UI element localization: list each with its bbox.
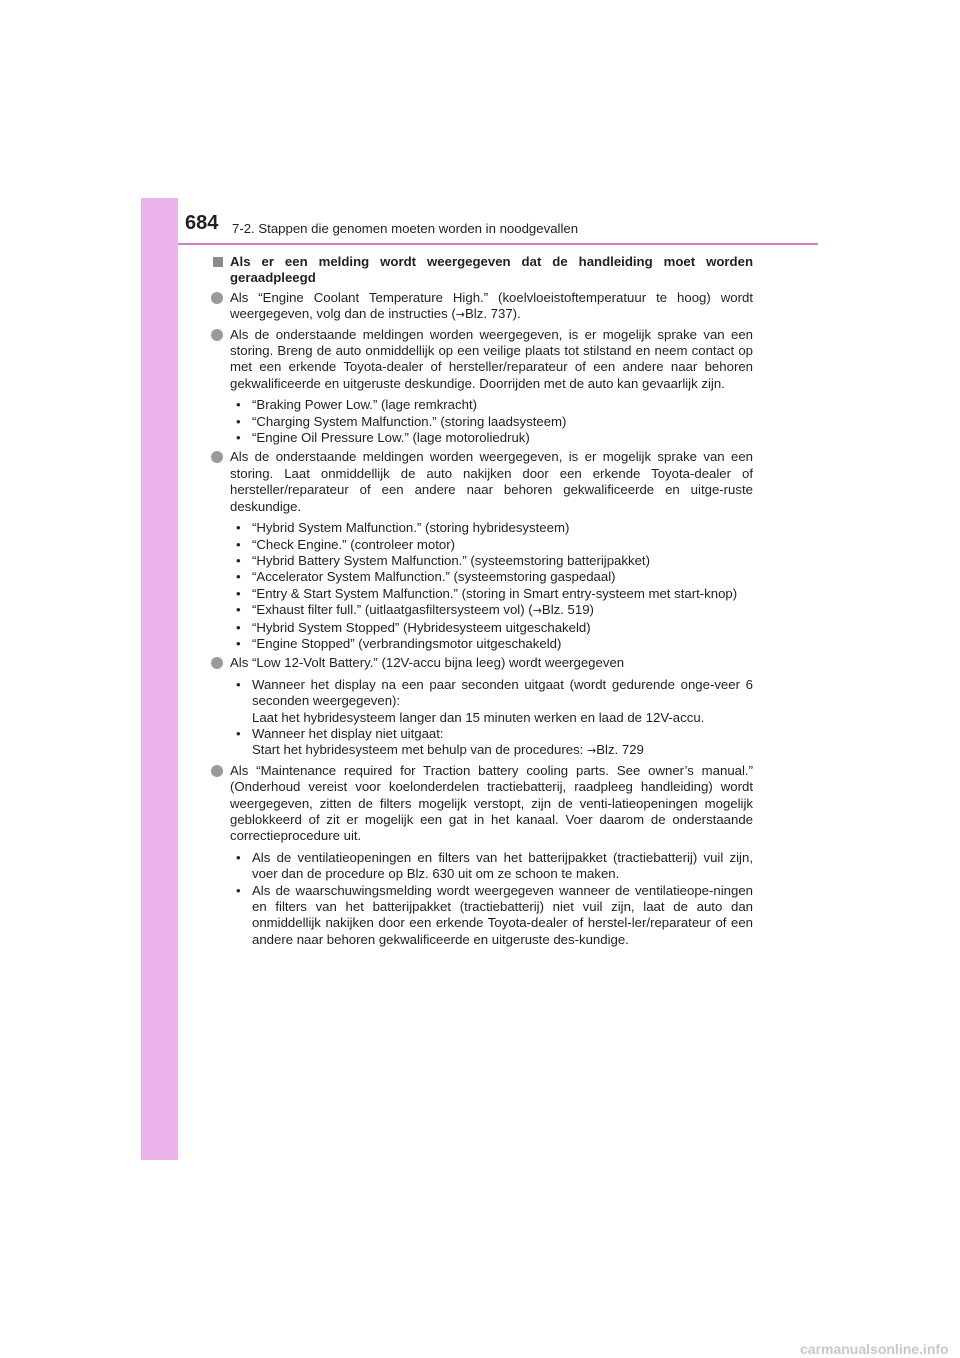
cooling-steps: [230, 850, 753, 948]
list-item: • Wanneer het display niet uitgaat: Start het hybridesysteem met behulp van de procedures: →Blz. 729: [236, 725, 644, 758]
list-item: • “Hybrid System Stopped” (Hybridesysteem uitgeschakeld): [236, 619, 591, 635]
bullet-low-battery: [210, 655, 753, 671]
list-item: • “Check Engine.” (controleer motor): [236, 536, 456, 552]
page-reference: Blz. 729: [596, 742, 644, 758]
message-list-inspect: [230, 520, 753, 652]
section-heading-text: Als er een melding wordt weergegeven dat de handleiding moet worden geraadpleegd: [230, 254, 753, 286]
bullet-traction-battery: [210, 763, 753, 845]
bullet-text: Als “Low 12-Volt Battery.” (12V-accu bijna leeg) wordt weergegeven: [230, 655, 625, 671]
arrow-icon: →: [455, 308, 466, 322]
list-item: • “Entry & Start System Malfunction.” (storing in Smart entry-systeem met start-knop): [236, 585, 738, 601]
bullet-text: Als “Maintenance required for Traction battery cooling parts. See owner’s manual.” (Onderhoud vereist voor koelonderdelen tractiebatterij, raadpleeg handleiding) wordt weergegeven, zitten de filters mogelijk verstopt, zijn de venti-latieopeningen mogelijk geblokkeerd of zit er mogelijk een gat in het kanaal. Voer daarom de onderstaande correctieprocedure uit.: [230, 762, 753, 844]
message-list-stop: [230, 397, 753, 446]
list-item: • “Braking Power Low.” (lage remkracht): [236, 397, 477, 413]
bullet-text: Als de onderstaande meldingen worden weergegeven, is er mogelijk sprake van een storing. Breng de auto onmiddellijk op een veilige plaats tot stilstand en neem contact op met een erkende Toyota-dealer of hersteller/reparateur of een andere naar behoren gekwalificeerde en uitgeruste deskundige. Doorrijden met de auto kan gevaarlijk zijn.: [230, 326, 753, 391]
watermark: carmanualsonline.info: [800, 1341, 949, 1357]
bullet-text: Als de onderstaande meldingen worden weergegeven, is er mogelijk sprake van een storing. Laat onmiddellijk de auto nakijken door een erkende Toyota-dealer of hersteller/reparateur of een andere naar behoren gekwalificeerde en uitge-ruste deskundige.: [230, 449, 753, 514]
page-reference: Blz. 737).: [465, 306, 521, 322]
list-item: • “Engine Stopped” (verbrandingsmotor uitgeschakeld): [236, 635, 562, 651]
bullet-text: Als “Engine Coolant Temperature High.” (koelvloeistoftemperatuur te hoog) wordt weergegeven, volg dan de instructies (: [230, 289, 753, 322]
square-bullet-icon: [213, 257, 223, 267]
bullet-stop-immediately: [210, 327, 753, 393]
section-heading: [210, 254, 753, 287]
page-reference: Blz. 519): [541, 602, 594, 618]
section-title: 7-2. Stappen die genomen moeten worden in noodgevallen: [232, 221, 579, 236]
list-item: • “Engine Oil Pressure Low.” (lage motoroliedruk): [236, 430, 530, 446]
header-rule: [178, 243, 818, 245]
page-content: [210, 254, 753, 948]
list-item: • Als de ventilatieopeningen en filters van het batterijpakket (tractiebatterij) vuil zijn, voer dan de procedure op Blz. 630 uit om ze schoon te maken.: [236, 849, 753, 882]
list-item: • “Accelerator System Malfunction.” (systeemstoring gaspedaal): [236, 569, 616, 585]
bullet-coolant: [210, 290, 753, 324]
list-item: • Als de waarschuwingsmelding wordt weergegeven wanneer de ventilatieope-ningen en filters van het batterijpakket (tractiebatterij) niet vuil zijn, laat de auto dan onmiddellijk nakijken door een erkende Toyota-dealer of herstel-ler/reparateur of een andere naar behoren gekwalificeerde en uitgeruste des-kundige.: [236, 882, 753, 947]
circle-bullet-icon: [211, 657, 223, 669]
page-number: 684: [185, 212, 219, 234]
circle-bullet-icon: [211, 329, 223, 341]
list-item: • “Hybrid System Malfunction.” (storing hybridesysteem): [236, 520, 570, 536]
list-item: • “Exhaust filter full.” (uitlaatgasfiltersysteem vol) (→Blz. 519): [236, 602, 594, 618]
battery-steps: [230, 677, 753, 760]
header-side-tab: [141, 198, 178, 244]
bullet-inspect: [210, 449, 753, 515]
arrow-icon: →: [587, 744, 597, 758]
side-tab-strip: [141, 198, 178, 1160]
list-item: • “Charging System Malfunction.” (storing laadsysteem): [236, 413, 567, 429]
circle-bullet-icon: [211, 765, 223, 777]
circle-bullet-icon: [211, 292, 223, 304]
arrow-icon: →: [532, 604, 542, 618]
circle-bullet-icon: [211, 451, 223, 463]
list-item: • “Hybrid Battery System Malfunction.” (systeemstoring batterijpakket): [236, 552, 650, 568]
list-item: • Wanneer het display na een paar seconden uitgaat (wordt gedurende onge-veer 6 seconden weergegeven): Laat het hybridesysteem langer dan 15 minuten werken en laad de 12V-accu.: [236, 676, 753, 725]
